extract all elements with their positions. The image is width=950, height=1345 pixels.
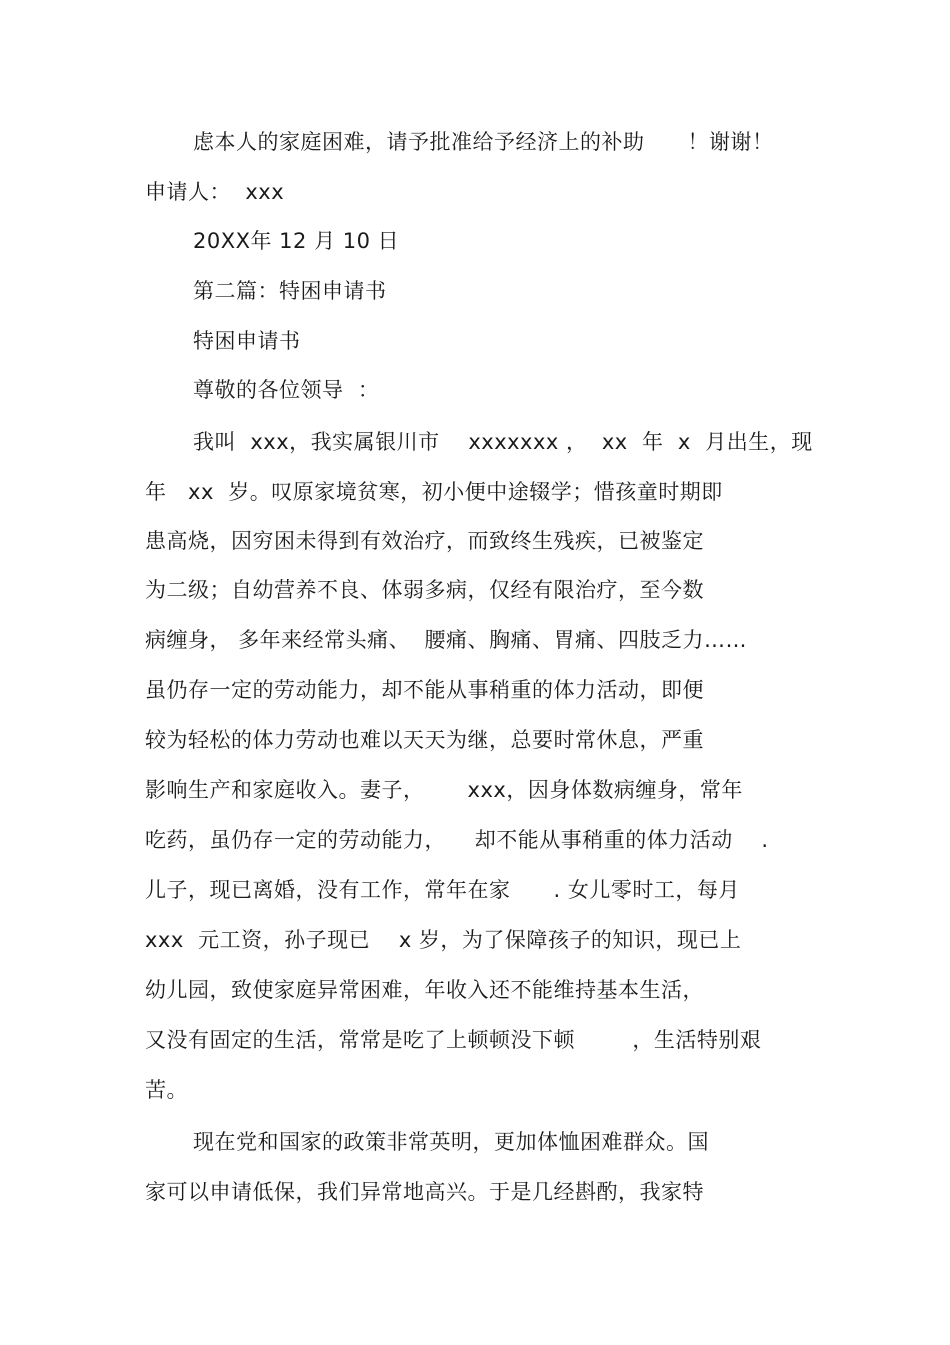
text-line: 虽仍存一定的劳动能力，却不能从事稍重的体力活动，即便	[145, 678, 704, 702]
text-line: 幼儿园，致使家庭异常困难，年收入还不能维持基本生活，	[145, 978, 704, 1002]
text-line: 较为轻松的体力劳动也难以天天为继，总要时常休息，严重	[145, 728, 704, 752]
section-heading: 第二篇：特困申请书	[193, 279, 387, 303]
text-line: 又没有固定的生活，常常是吃了上顿顿没下顿 ，生活特别艰	[145, 1028, 762, 1052]
text-line: 儿子，现已离婚，没有工作，常年在家 . 女儿零时工，每月	[145, 878, 740, 902]
text-line: 家可以申请低保，我们异常地高兴。于是几经斟酌，我家特	[145, 1180, 704, 1204]
text-line: 病缠身， 多年来经常头痛、 腰痛、胸痛、胃痛、四肢乏力……	[145, 628, 748, 652]
text-line: xxx 元工资，孙子现已 x 岁，为了保障孩子的知识，现已上	[145, 928, 742, 952]
text-line: 现在党和国家的政策非常英明，更加体恤困难群众。国	[193, 1130, 709, 1154]
text-line: 吃药，虽仍存一定的劳动能力， 却不能从事稍重的体力活动 .	[145, 828, 769, 852]
text-line: 影响生产和家庭收入。妻子， xxx，因身体数病缠身，常年	[145, 778, 743, 802]
text-line: 虑本人的家庭困难，请予批准给予经济上的补助 ！谢谢！	[193, 130, 774, 154]
text-line: 为二级；自幼营养不良、体弱多病，仅经有限治疗，至今数	[145, 578, 704, 602]
text-line: 我叫 xxx，我实属银川市 xxxxxxx ， xx 年 x 月出生，现	[193, 430, 813, 454]
text-line: 苦。	[145, 1078, 188, 1102]
salutation: 尊敬的各位领导 ：	[193, 378, 380, 402]
document-title: 特困申请书	[193, 329, 301, 353]
date-line: 20XX年 12 月 10 日	[193, 229, 400, 253]
text-line: 患高烧，因穷困未得到有效治疗，而致终生残疾，已被鉴定	[145, 529, 704, 553]
applicant-line: 申请人： xxx	[145, 180, 285, 204]
text-line: 年 xx 岁。叹原家境贫寒，初小便中途辍学；惜孩童时期即	[145, 480, 723, 504]
